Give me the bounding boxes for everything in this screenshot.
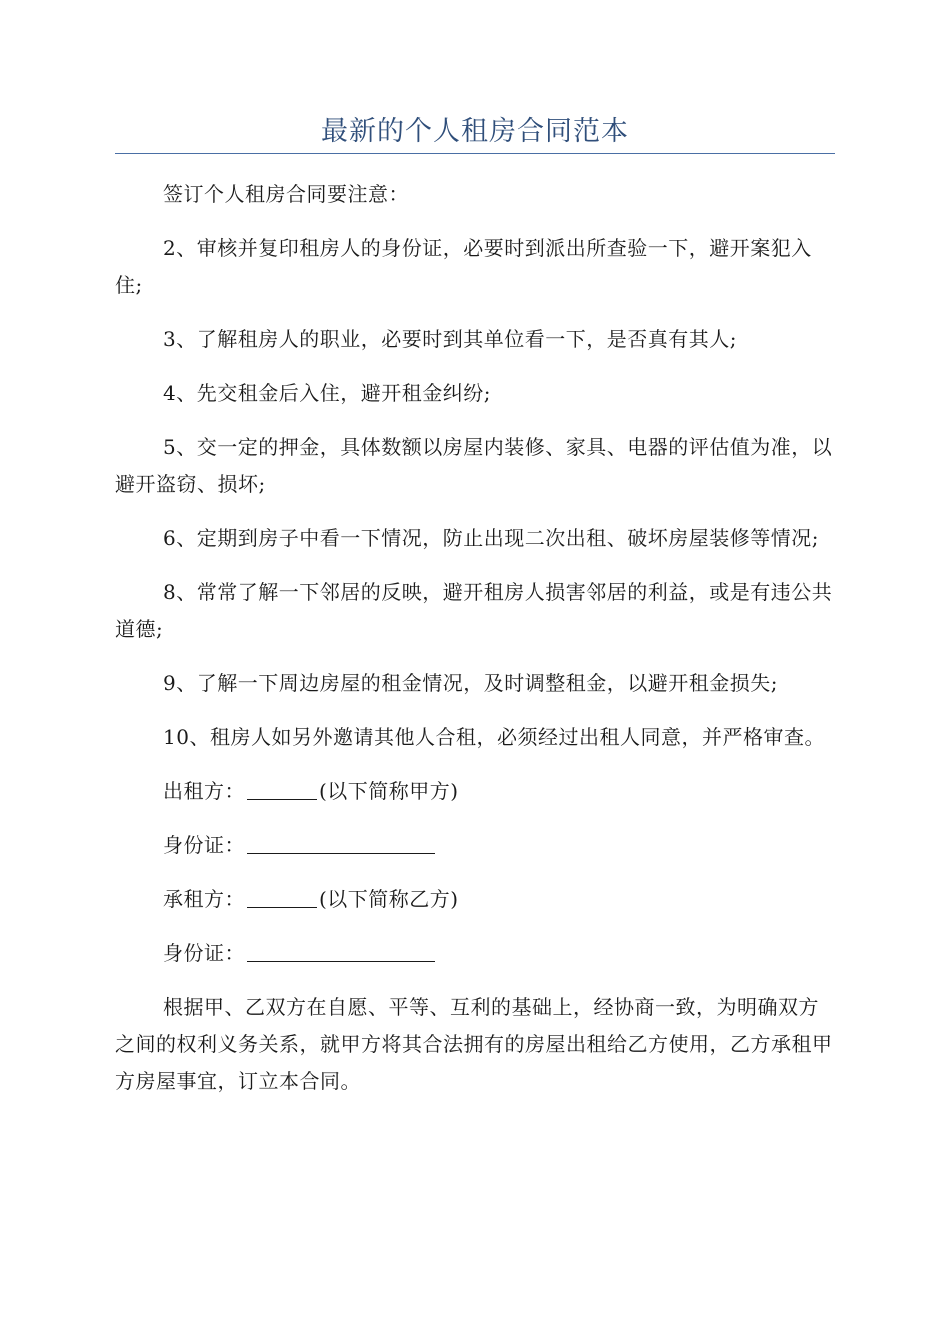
lessee-blank [247, 883, 317, 908]
paragraph-item-3: 3、了解租房人的职业，必要时到其单位看一下，是否真有其人; [163, 327, 737, 351]
lessee-label: 承租方： [163, 887, 245, 911]
lessor-label: 出租方： [163, 779, 245, 803]
paragraph-item-8: 8、常常了解一下邻居的反映，避开租房人损害邻居的利益，或是有违公共道德; [115, 580, 833, 641]
lessee-id-blank [247, 937, 435, 962]
document-title: 最新的个人租房合同范本 [321, 116, 629, 147]
lessor-id-line [115, 827, 835, 864]
paragraph-item-6: 6、定期到房子中看一下情况，防止出现二次出租、破坏房屋装修等情况; [163, 526, 819, 550]
paragraph-agreement: 根据甲、乙双方在自愿、平等、互利的基础上，经协商一致，为明确双方之间的权利义务关系，就甲方将其合法拥有的房屋出租给乙方使用，乙方承租甲方房屋事宜，订立本合同。 [115, 995, 833, 1093]
lessor-id-blank [247, 829, 435, 854]
lessee-note: (以下简称乙方) [319, 887, 459, 911]
document-body [115, 176, 835, 1117]
lessee-line [115, 881, 835, 918]
lessee-id-label: 身份证： [163, 941, 245, 965]
lessee-id-line [115, 935, 835, 972]
title-underline [115, 153, 835, 154]
paragraph-item-10: 10、租房人如另外邀请其他人合租，必须经过出租人同意，并严格审查。 [163, 725, 825, 749]
paragraph-intro: 签订个人租房合同要注意： [163, 182, 409, 206]
lessor-note: (以下简称甲方) [319, 779, 459, 803]
lessor-line [115, 773, 835, 810]
lessor-id-label: 身份证： [163, 833, 245, 857]
paragraph-item-9: 9、了解一下周边房屋的租金情况，及时调整租金，以避开租金损失; [163, 671, 778, 695]
paragraph-item-5: 5、交一定的押金，具体数额以房屋内装修、家具、电器的评估值为准，以避开盗窃、损坏; [115, 435, 833, 496]
lessor-blank [247, 775, 317, 800]
paragraph-item-2: 2、审核并复印租房人的身份证，必要时到派出所查验一下，避开案犯入住; [115, 236, 812, 297]
paragraph-item-4: 4、先交租金后入住，避开租金纠纷; [163, 381, 491, 405]
